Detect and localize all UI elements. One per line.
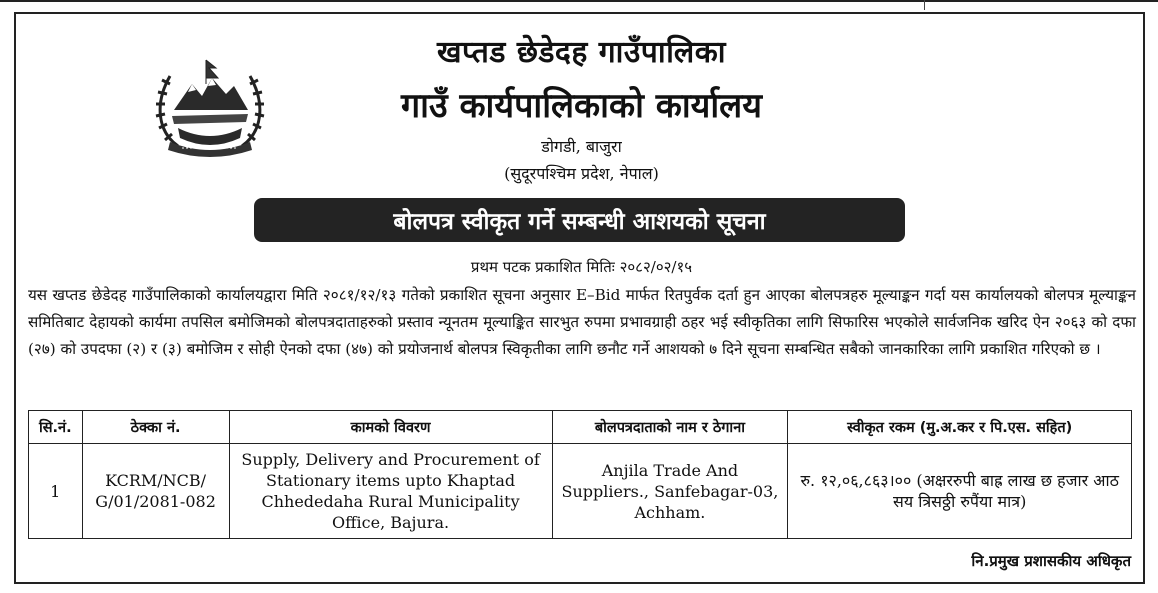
top-rule-tick	[924, 0, 925, 10]
bid-acceptance-table	[28, 410, 1132, 539]
cell-amount: रु. १२,०६,८६३।०० (अक्षररुपी बाह्र लाख छ हजार आठ सय त्रिसठ्ठी रुपैंया मात्र)	[788, 444, 1132, 539]
cell-sn: 1	[29, 444, 83, 539]
col-header-bidder: बोलपत्रदाताको नाम र ठेगाना	[552, 411, 788, 444]
col-header-description: कामको विवरण	[229, 411, 552, 444]
cell-contract-no: KCRM/NCB/ G/01/2081-082	[82, 444, 229, 539]
col-header-amount: स्वीकृत रकम (मु.अ.कर र पि.एस. सहित)	[788, 411, 1132, 444]
col-header-contract-no: ठेक्का नं.	[82, 411, 229, 444]
top-rule	[0, 0, 1158, 2]
publication-date: प्रथम पटक प्रकाशित मितिः २०८२/०२/१५	[470, 258, 693, 276]
office-name: गाउँ कार्यपालिकाको कार्यालय	[401, 86, 762, 126]
municipality-name: खप्तड छेडेदह गाउँपालिका	[436, 35, 727, 70]
notice-page	[14, 12, 1145, 584]
notice-body: यस खप्तड छेडेदह गाउँपालिकाको कार्यालयद्वारा मिति २०८१/१२/१३ गतेको प्रकाशित सूचना अनुसार E–Bid मार्फत रितपुर्वक दर्ता हुन आएका बोलपत्रहरु मूल्याङ्कन गर्दा यस कार्यालयको बोलपत्र मूल्याङ्कन समितिबाट देहायको कार्यमा तपसिल बमोजिमको बोलपत्रदाताहरुको प्रस्ताव न्यूनतम मूल्याङ्कित सारभुत रुपमा प्रभावग्राही ठहर भई स्वीकृतिका लागि सिफारिस भएकोले सार्वजनिक खरिद ऐन २०६३ को दफा (२७) को उपदफा (२) र (३) बमोजिम र सोही ऐनको दफा (४७) को प्रयोजनार्थ बोलपत्र स्विकृतीका लागि छनौट गर्ने आशयको ७ दिने सूचना सम्बन्धित सबैको जानकारिका लागि प्रकाशित गरिएको छ ।	[28, 286, 1136, 358]
office-address: डोगडी, बाजुरा	[541, 137, 622, 156]
signatory-title: नि.प्रमुख प्रशासकीय अधिकृत	[971, 552, 1131, 570]
cell-bidder: Anjila Trade And Suppliers., Sanfebagar-03, Achham.	[552, 444, 788, 539]
table-row	[29, 444, 1132, 539]
notice-title: बोलपत्र स्वीकृत गर्ने सम्बन्धी आशयको सूचना	[393, 209, 766, 235]
col-header-sn: सि.नं.	[29, 411, 83, 444]
table-header-row	[29, 411, 1132, 444]
notice-title-banner	[254, 198, 905, 242]
province-line: (सुदूरपश्चिम प्रदेश, नेपाल)	[504, 164, 659, 183]
cell-description: Supply, Delivery and Procurement of Stationary items upto Khaptad Chhededaha Rural Municipality Office, Bajura.	[229, 444, 552, 539]
